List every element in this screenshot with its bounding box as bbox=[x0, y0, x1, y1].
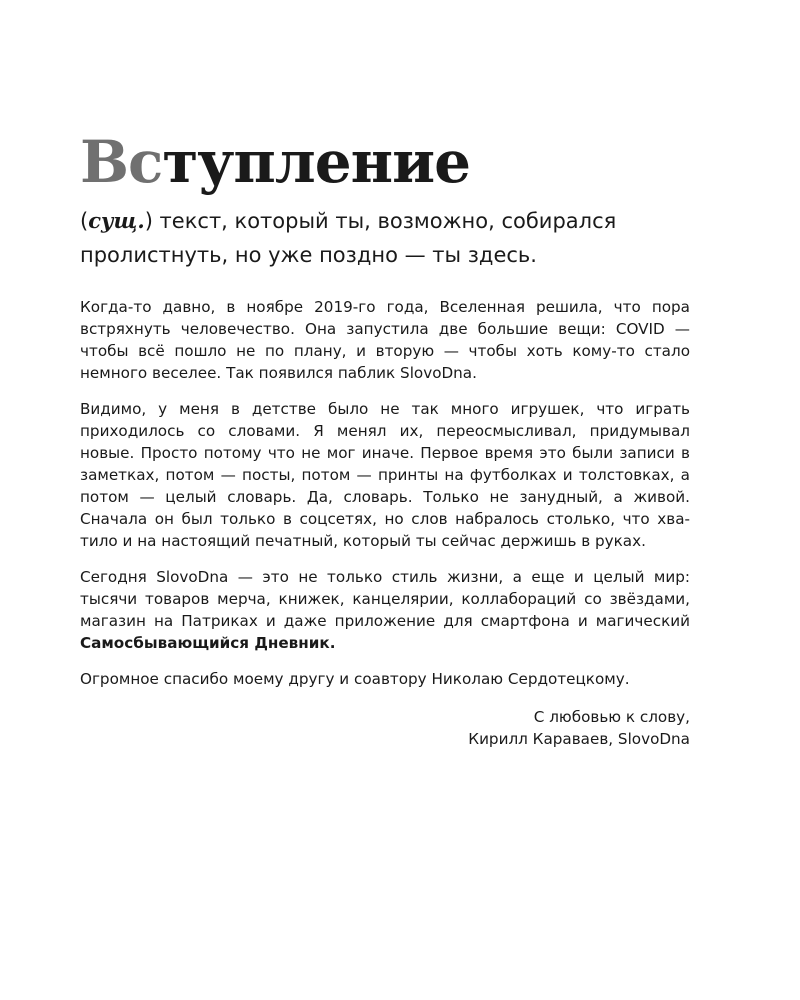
definition bbox=[80, 204, 690, 272]
signature-line-2: Кирилл Караваев, SlovoDna bbox=[468, 730, 690, 748]
paragraph-3-bold: Самосбывающийся Дневник. bbox=[80, 634, 336, 652]
part-of-speech: сущ. bbox=[88, 208, 145, 233]
definition-text: ) текст, который ты, возможно, собирался пролистнуть, но уже поздно — ты здесь. bbox=[80, 209, 617, 267]
paragraph-3-text: Сегодня SlovoDna — это не только стиль жизни, а еще и целый мир: тысячи товаров мерча, книжек, канцелярии, коллабораций со звёздами, магазин на Патриках и даже приложение для смартфона и магический bbox=[80, 568, 690, 630]
signature bbox=[80, 706, 690, 750]
paragraph-4: Огромное спасибо моему другу и соавтору Николаю Сердотецкому. bbox=[80, 670, 630, 688]
body-text bbox=[80, 296, 690, 690]
paragraph-3 bbox=[80, 566, 690, 654]
definition-open-paren: ( bbox=[80, 209, 89, 233]
paragraph-1: Когда-то давно, в ноябре 2019-го года, Вселенная решила, что пора встряхнуть человечество. Она запустила две большие вещи: COVID — чтобы всё пошло не по плану, и вторую — чтобы хоть кому-то стало немного веселее. Так появился паблик SlovoDna. bbox=[80, 298, 690, 382]
page-content bbox=[80, 128, 690, 750]
title-highlight: Вс bbox=[80, 128, 163, 196]
paragraph-2: Видимо, у меня в детстве было не так много игрушек, что играть приходилось со словами. Я менял их, переосмысливал, придумывал новые. Просто потому что не мог иначе. Первое время это были записи в заметках, потом — посты, потом — принты на футболках и толстовках, а потом — целый словарь. Да, словарь. Только не занудный, а живой. Сначала он был только в соцсетях, но слов набралось столько, что хватило и на настоящий печатный, который ты сейчас держишь в руках. bbox=[80, 400, 690, 550]
page-title bbox=[80, 128, 690, 196]
signature-line-1: С любовью к слову, bbox=[533, 708, 690, 726]
title-rest: тупление bbox=[162, 128, 471, 196]
